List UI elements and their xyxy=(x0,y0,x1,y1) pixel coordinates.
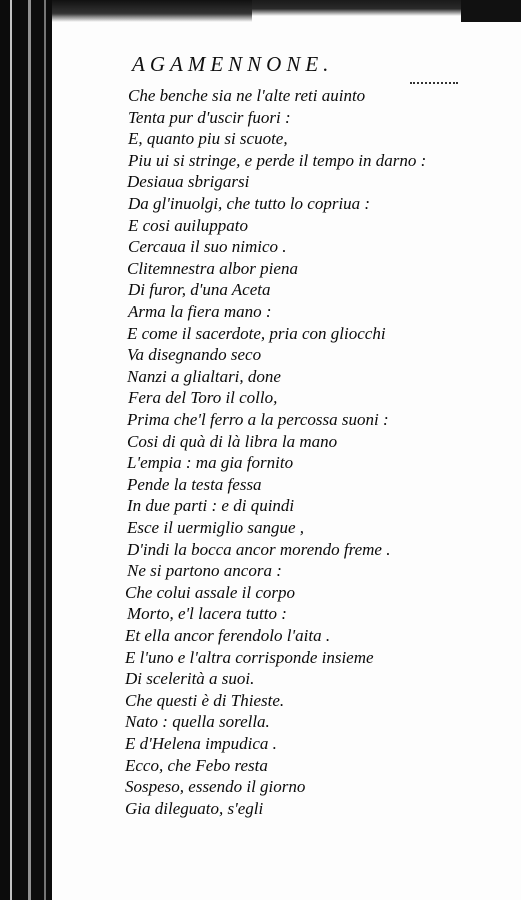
verse-line: E l'uno e l'altra corrisponde insieme xyxy=(125,647,374,667)
verse-line: Tenta pur d'uscir fuori : xyxy=(128,107,291,127)
verse-line: In due parti : e di quindi xyxy=(127,496,295,516)
verse-line: Prima che'l ferro a la percossa suoni : xyxy=(127,410,389,429)
verse-line: Et ella ancor ferendolo l'aita . xyxy=(125,626,331,645)
verse-line: Piu ui si stringe, e perde il tempo in darno : xyxy=(128,150,427,170)
verse-line: E come il sacerdote, pria con gliocchi xyxy=(127,323,386,343)
verse-line: E, quanto piu si scuote, xyxy=(128,129,288,149)
book-binding-edge xyxy=(0,0,52,900)
verse-line: Gia dileguato, s'egli xyxy=(125,798,264,818)
verse-line: L'empia : ma gia fornito xyxy=(127,453,294,473)
binding-highlight xyxy=(10,0,12,900)
verse-line: Ne si partono ancora : xyxy=(127,561,282,581)
binding-highlight xyxy=(28,0,31,900)
verse-line: Morto, e'l lacera tutto : xyxy=(127,604,287,624)
verse-line: Sospeso, essendo il giorno xyxy=(125,777,306,797)
verse-line: Clitemnestra albor piena xyxy=(127,258,298,278)
book-page xyxy=(52,16,521,900)
verse-line: E d'Helena impudica . xyxy=(125,734,277,753)
verse-line: Ecco, che Febo resta xyxy=(125,755,268,775)
verse-line: Fera del Toro il collo, xyxy=(128,388,278,408)
verse-line: Nato : quella sorella. xyxy=(125,712,270,732)
verse-line: Di furor, d'una Aceta xyxy=(128,280,271,300)
verse-line: Che colui assale il corpo xyxy=(125,582,295,602)
binding-highlight xyxy=(44,0,46,900)
verse-line: Esce il uermiglio sangue , xyxy=(127,518,305,537)
verse-line: E cosi auiluppato xyxy=(128,215,248,235)
verse-line: Che questi è di Thieste. xyxy=(125,690,285,710)
verse-line: Cosi di quà di là libra la mano xyxy=(127,431,338,451)
verse-line: Che benche sia ne l'alte reti auinto xyxy=(128,86,366,105)
verse-line: Da gl'inuolgi, che tutto lo copriua : xyxy=(128,194,371,213)
verse-line: Cercaua il suo nimico . xyxy=(128,237,287,257)
header-ornament xyxy=(410,82,458,84)
verse-line: Va disegnando seco xyxy=(127,345,262,365)
verse-line: Arma la fiera mano : xyxy=(128,302,272,321)
verse-line: D'indi la bocca ancor morendo freme . xyxy=(127,539,391,559)
verse-line: Di scelerità a suoi. xyxy=(125,669,255,689)
verse-line: Pende la testa fessa xyxy=(127,474,262,494)
running-title: AGAMENNONE. xyxy=(132,52,334,76)
verse-line: Desiaua sbrigarsi xyxy=(127,172,250,192)
verse-line: Nanzi a glialtari, done xyxy=(127,366,281,386)
